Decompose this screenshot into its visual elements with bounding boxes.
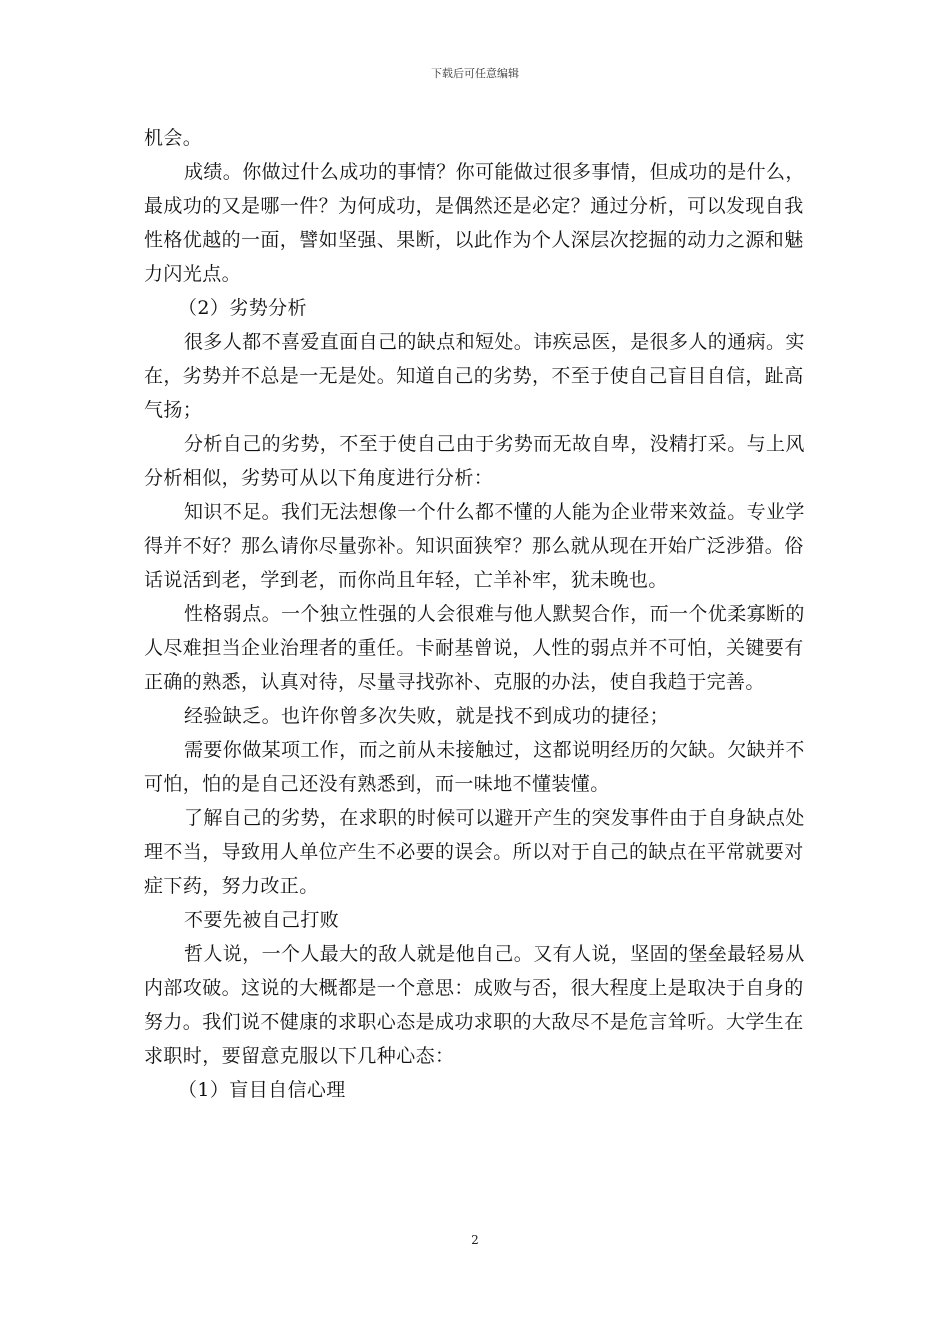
body-line: 得并不好？那么请你尽量弥补。知识面狭窄？那么就从现在开始广泛涉猎。俗	[144, 535, 804, 557]
body-line: 成绩。你做过什么成功的事情？你可能做过很多事情，但成功的是什么，	[184, 161, 805, 183]
section-heading: 不要先被自己打败	[184, 909, 340, 931]
body-line: 经验缺乏。也许你曾多次失败，就是找不到成功的捷径；	[184, 705, 670, 727]
section-heading: （2）劣势分析	[178, 297, 307, 319]
body-line: 在，劣势并不总是一无是处。知道自己的劣势，不至于使自己盲目自信，趾高	[144, 365, 804, 387]
body-line: 努力。我们说不健康的求职心态是成功求职的大敌尽不是危言耸听。大学生在	[144, 1011, 804, 1033]
body-line: 分析自己的劣势，不至于使自己由于劣势而无故自卑，没精打采。与上风	[184, 433, 805, 455]
body-line: 知识不足。我们无法想像一个什么都不懂的人能为企业带来效益。专业学	[184, 501, 805, 523]
body-line: 力闪光点。	[144, 263, 242, 285]
document-body	[144, 121, 810, 1107]
section-heading: （1）盲目自信心理	[178, 1079, 346, 1101]
body-line: 哲人说，一个人最大的敌人就是他自己。又有人说，坚固的堡垒最轻易从	[184, 943, 805, 965]
page-header: 下载后可任意编辑	[431, 67, 519, 80]
body-line: 症下药，努力改正。	[144, 875, 319, 897]
body-line: 机会。	[144, 127, 203, 149]
body-line: 气扬；	[144, 399, 203, 421]
body-line: 性格弱点。一个独立性强的人会很难与他人默契合作，而一个优柔寡断的	[184, 603, 805, 625]
body-line: 需要你做某项工作，而之前从未接触过，这都说明经历的欠缺。欠缺并不	[184, 739, 805, 761]
body-line: 可怕，怕的是自己还没有熟悉到，而一味地不懂装懂。	[144, 773, 610, 795]
body-line: 了解自己的劣势，在求职的时候可以避开产生的突发事件由于自身缺点处	[184, 807, 805, 829]
body-line: 求职时，要留意克服以下几种心态：	[144, 1045, 455, 1067]
body-line: 理不当，导致用人单位产生不必要的误会。所以对于自己的缺点在平常就要对	[144, 841, 804, 863]
body-line: 内部攻破。这说的大概都是一个意思：成败与否，很大程度上是取决于自身的	[144, 977, 804, 999]
body-line: 人尽难担当企业治理者的重任。卡耐基曾说，人性的弱点并不可怕，关键要有	[144, 637, 804, 659]
page-number: 2	[471, 1233, 479, 1247]
body-line: 分析相似，劣势可从以下角度进行分析：	[144, 467, 494, 489]
body-line: 正确的熟悉，认真对待，尽量寻找弥补、克服的办法，使自我趋于完善。	[144, 671, 765, 693]
body-line: 最成功的又是哪一件？为何成功，是偶然还是必定？通过分析，可以发现自我	[144, 195, 804, 217]
body-line: 很多人都不喜爱直面自己的缺点和短处。讳疾忌医，是很多人的通病。实	[184, 331, 805, 353]
body-line: 话说活到老，学到老，而你尚且年轻，亡羊补牢，犹未晚也。	[144, 569, 668, 591]
body-line: 性格优越的一面，譬如坚强、果断，以此作为个人深层次挖掘的动力之源和魅	[144, 229, 804, 251]
